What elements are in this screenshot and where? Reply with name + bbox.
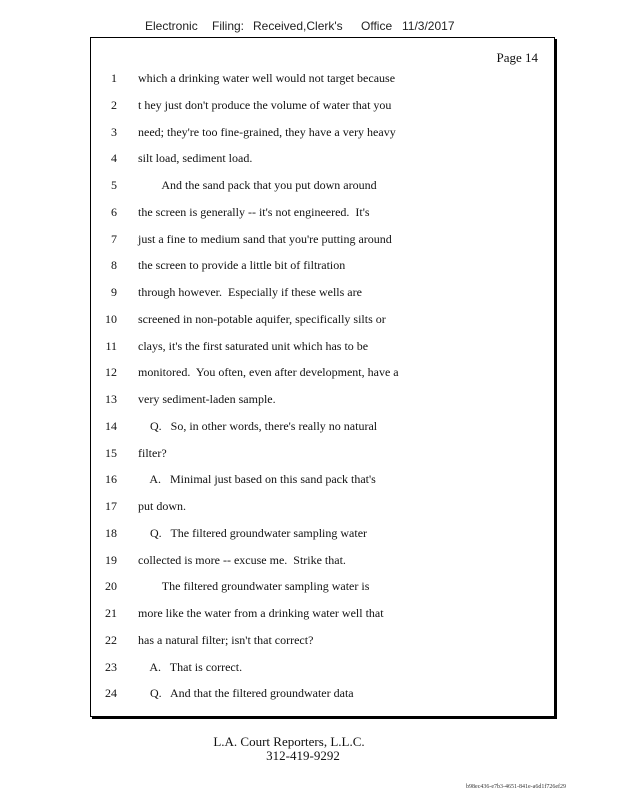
- line-text: put down.: [138, 499, 186, 513]
- footer-phone: 312-419-9292: [266, 748, 340, 763]
- footer-company: L.A. Court Reporters, L.L.C.: [213, 734, 365, 749]
- line-text: The filtered groundwater sampling water is: [138, 579, 370, 594]
- transcript-line: [91, 310, 556, 328]
- line-number: 11: [105, 338, 117, 353]
- transcript-page: [90, 37, 555, 717]
- filing-stamp-header: [0, 19, 618, 35]
- line-number: 6: [111, 204, 117, 219]
- transcript-line: [91, 551, 556, 569]
- line-text: through however. Especially if these wells are: [138, 285, 362, 299]
- line-number: 22: [105, 632, 117, 647]
- line-number: 20: [105, 579, 117, 594]
- line-number: 10: [105, 311, 117, 326]
- transcript-line: [91, 497, 556, 515]
- transcript-line: [91, 230, 556, 248]
- transcript-line: [91, 283, 556, 301]
- transcript-line: [91, 470, 556, 488]
- transcript-line: [91, 123, 556, 141]
- line-number: 8: [111, 258, 117, 273]
- line-number: 2: [111, 97, 117, 112]
- line-text: collected is more -- excuse me. Strike that.: [138, 552, 346, 567]
- line-text: has a natural filter; isn't that correct?: [138, 632, 314, 647]
- line-text: just a fine to medium sand that you're putting around: [138, 231, 392, 246]
- line-text: Q. The filtered groundwater sampling water: [138, 525, 368, 540]
- transcript-line: [91, 444, 556, 462]
- transcript-line: [91, 337, 556, 355]
- transcript-line: [91, 203, 556, 221]
- line-text: silt load, sediment load.: [138, 151, 253, 166]
- line-text: Q. So, in other words, there's really no natural: [138, 418, 378, 433]
- transcript-line: [91, 69, 556, 87]
- line-text: the screen to provide a little bit of filtration: [138, 258, 346, 273]
- line-text: screened in non-potable aquifer, specifically silts or: [138, 311, 386, 326]
- transcript-line: [91, 604, 556, 622]
- transcript-line: [91, 631, 556, 649]
- transcript-line: [91, 577, 556, 595]
- line-text: A. That is correct.: [138, 659, 243, 674]
- line-number: 17: [105, 499, 117, 513]
- transcript-line: [91, 363, 556, 381]
- line-text: need; they're too fine-grained, they have a very heavy: [138, 124, 396, 139]
- line-text: And the sand pack that you put down around: [138, 178, 377, 192]
- line-number: 3: [111, 124, 117, 139]
- line-number: 14: [105, 418, 117, 433]
- transcript-line: [91, 176, 556, 194]
- transcript-line: [91, 684, 556, 702]
- transcript-line: [91, 149, 556, 167]
- line-number: 13: [105, 392, 117, 406]
- line-number: 23: [105, 659, 117, 674]
- line-number: 7: [111, 231, 117, 246]
- transcript-line: [91, 658, 556, 676]
- line-text: very sediment-laden sample.: [138, 392, 276, 406]
- line-text: t hey just don't produce the volume of water that you: [138, 97, 392, 112]
- line-text: which a drinking water well would not target because: [138, 71, 396, 85]
- line-number: 1: [111, 71, 117, 85]
- header-filing: Filing:: [212, 19, 245, 33]
- transcript-line: [91, 524, 556, 542]
- line-text: monitored. You often, even after development, have a: [138, 365, 399, 380]
- line-number: 5: [111, 178, 117, 192]
- line-number: 24: [105, 686, 117, 701]
- line-text: more like the water from a drinking water well that: [138, 606, 384, 620]
- line-text: filter?: [138, 445, 167, 460]
- line-number: 21: [105, 606, 117, 620]
- header-received: Received,Clerk's: [253, 19, 343, 33]
- line-number: 4: [111, 151, 117, 166]
- line-text: A. Minimal just based on this sand pack that's: [138, 472, 376, 487]
- page-number: Page 14: [496, 50, 538, 65]
- line-number: 12: [105, 365, 117, 380]
- line-number: 19: [105, 552, 117, 567]
- transcript-line: [91, 390, 556, 408]
- line-number: 9: [111, 285, 117, 299]
- line-text: the screen is generally -- it's not engineered. It's: [138, 204, 370, 219]
- transcript-line: [91, 256, 556, 274]
- line-number: 18: [105, 525, 117, 540]
- header-office: Office: [361, 19, 393, 33]
- header-electronic: Electronic: [145, 19, 198, 33]
- line-text: clays, it's the first saturated unit which has to be: [138, 338, 369, 353]
- transcript-line: [91, 96, 556, 114]
- document-id: b98ec436-e7b3-4651-841e-a6d1f726ef29: [466, 784, 566, 790]
- line-text: Q. And that the filtered groundwater data: [138, 686, 354, 701]
- transcript-line: [91, 417, 556, 435]
- header-date: 11/3/2017: [402, 19, 455, 33]
- line-number: 16: [105, 472, 117, 487]
- line-number: 15: [105, 445, 117, 460]
